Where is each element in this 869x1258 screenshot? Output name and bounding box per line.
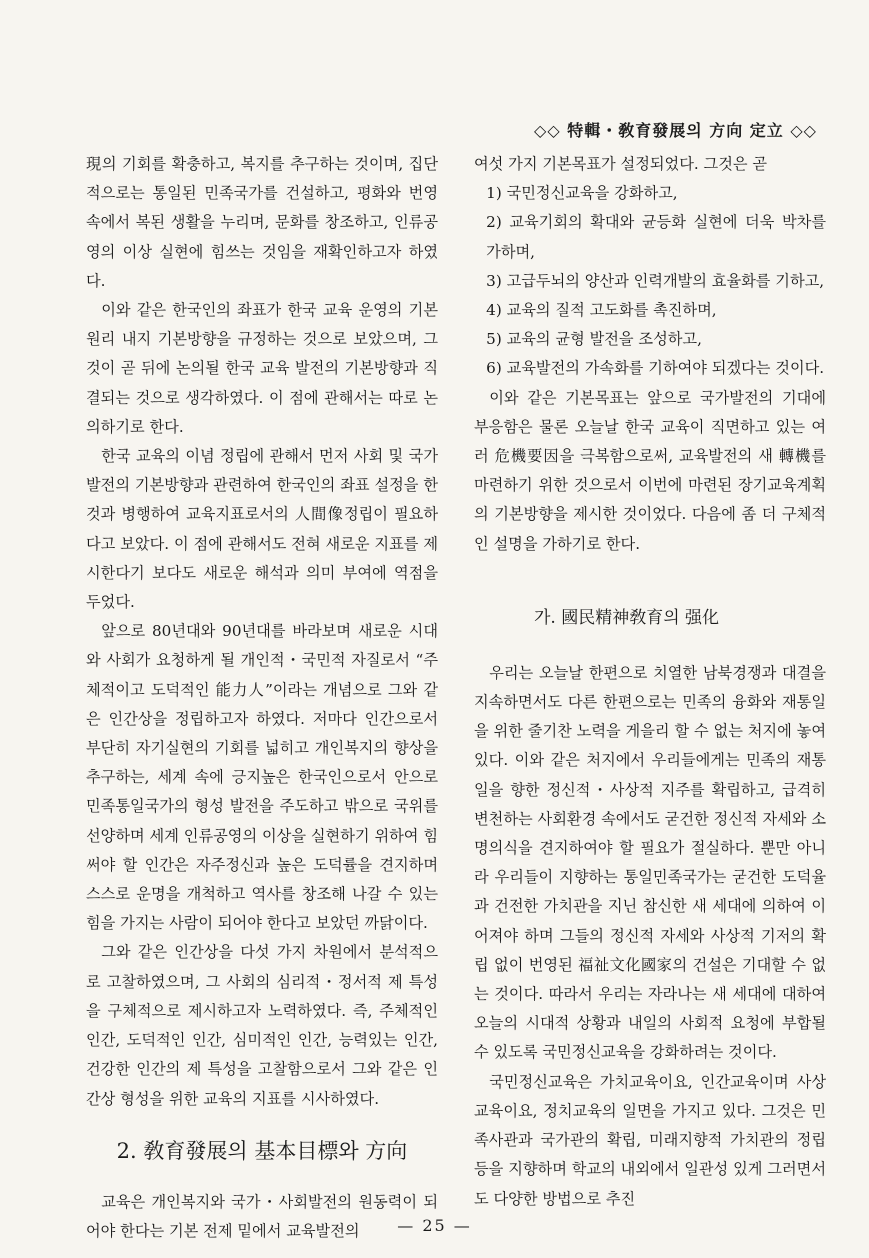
list-item: 4) 교육의 질적 고도화를 촉진하며,: [486, 301, 717, 320]
list-item: 5) 교육의 균형 발전을 조성하고,: [486, 330, 702, 349]
paragraph: 現의 기회를 확충하고, 복지를 추구하는 것이며, 집단적으로는 통일된 민족국가를 건설하고, 평화와 번영 속에서 복된 생활을 누리며, 문화를 창조하고, 인류공영의 이상 실현에 힘쓰는 것임을 재확인하고자 하였다.: [86, 155, 438, 290]
section-title: 2. 敎育發展의 基本目標와 方向: [116, 1138, 408, 1163]
list-item: 1) 국민정신교육을 강화하고,: [486, 184, 678, 203]
list-item: 3) 고급두뇌의 양산과 인력개발의 효율화를 기하고,: [486, 271, 825, 290]
paragraph: 국민정신교육은 가치교육이요, 인간교육이며 사상교육이요, 정치교육의 일면을 가지고 있다. 그것은 민족사관과 국가관의 확립, 미래지향적 가치관의 정립 등을 지향하며 학교의 내외에서 일관성 있게 그러면서도 다양한 방법으로 추진: [474, 1072, 826, 1208]
paragraph: 그와 같은 인간상을 다섯 가지 차원에서 분석적으로 고찰하였으며, 그 사회의 심리적・정서적 제 특성을 구체적으로 제시하고자 노력하였다. 즉, 주체적인 인간, 도덕적인 인간, 심미적인 인간, 능력있는 인간, 건강한 인간의 제 특성을 고찰함으로서 그와 같은 인간상 형성을 위한 교육의 지표를 시사하였다.: [86, 943, 438, 1108]
paragraph: 여섯 가지 기본목표가 설정되었다. 그것은 곧: [474, 155, 768, 173]
page-header: ◇◇ 特輯・敎育發展의 方向 定立 ◇◇: [534, 121, 817, 140]
list-item: 2) 교육기회의 확대와 균등화 실현에 더욱 박차를 가하며,: [486, 213, 826, 261]
right-column: [474, 150, 826, 1214]
left-column: [86, 150, 438, 1246]
paragraph: 교육은 개인복지와 국가・사회발전의 원동력이 되어야 한다는 기본 전제 밑에서 교육발전의: [86, 1192, 438, 1240]
list-item: 6) 교육발전의 가속화를 기하여야 되겠다는 것이다.: [486, 359, 825, 378]
paragraph: 한국 교육의 이념 정립에 관해서 먼저 사회 및 국가발전의 기본방향과 관련하여 한국인의 좌표 설정을 한 것과 병행하여 교육지표로서의 人間像정립이 필요하다고 보았다. 이 점에 관해서도 전혀 새로운 지표를 제시한다기 보다도 새로운 해석과 의미 부여에 역점을 두었다.: [86, 447, 438, 612]
paragraph: 이와 같은 한국인의 좌표가 한국 교육 운영의 기본원리 내지 기본방향을 규정하는 것으로 보았으며, 그것이 곧 뒤에 논의될 한국 교육 발전의 기본방향과 직결되는 것으로 생각하였다. 이 점에 관해서는 따로 논의하기로 한다.: [86, 301, 438, 436]
paragraph: 우리는 오늘날 한편으로 치열한 남북경쟁과 대결을 지속하면서도 다른 한편으로는 민족의 융화와 재통일을 위한 줄기찬 노력을 게을리 할 수 없는 처지에 놓여 있다. 이와 같은 처지에서 우리들에게는 민족의 재통일을 향한 정신적・사상적 지주를 확립하고, 급격히 변천하는 사회환경 속에서도 굳건한 정신적 자세와 소명의식을 견지하여야 할 필요가 절실하다. 뿐만 아니라 우리들이 지향하는 통일민족국가는 굳건한 도덕율과 건전한 가치관을 지닌 참신한 새 세대에 의하여 이어져야 하며 그들의 정신적 자세와 사상적 기저의 확립 없이 번영된 福祉文化國家의 건설은 기대할 수 없는 것이다. 따라서 우리는 자라나는 새 세대에 대하여 오늘의 시대적 상황과 내일의 사회적 요청에 부합될 수 있도록 국민정신교육을 강화하려는 것이다.: [474, 663, 826, 1062]
paragraph: 앞으로 80년대와 90년대를 바라보며 새로운 시대와 사회가 요청하게 될 개인적・국민적 자질로서 “주체적이고 도덕적인 能力人”이라는 개념으로 그와 같은 인간상을 정립하고자 하였다. 저마다 인간으로서 부단히 자기실현의 기회를 넓히고 개인복지의 향상을 추구하는, 세계 속에 긍지높은 한국인으로서 안으로 민족통일국가의 형성 발전을 주도하고 밖으로 국위를 선양하며 세계 인류공영의 이상을 실현하기 위하여 힘써야 할 인간은 자주정신과 높은 도덕률을 견지하며 스스로 운명을 개척하고 역사를 창조해 나갈 수 있는 힘을 가지는 사람이 되어야 한다고 보았던 까닭이다.: [86, 622, 438, 933]
sub-section-title: 가. 國民精神敎育의 强化: [534, 607, 720, 628]
paragraph: 이와 같은 기본목표는 앞으로 국가발전의 기대에 부응함은 물론 오늘날 한국 교육이 직면하고 있는 여러 危機要因을 극복함으로써, 교육발전의 새 轉機를 마련하기 위한 것으로서 이번에 마련된 장기교육계획의 기본방향을 제시한 것이었다. 다음에 좀 더 구체적인 설명을 가하기로 한다.: [474, 388, 826, 553]
page-number: — 25 —: [397, 1216, 472, 1235]
